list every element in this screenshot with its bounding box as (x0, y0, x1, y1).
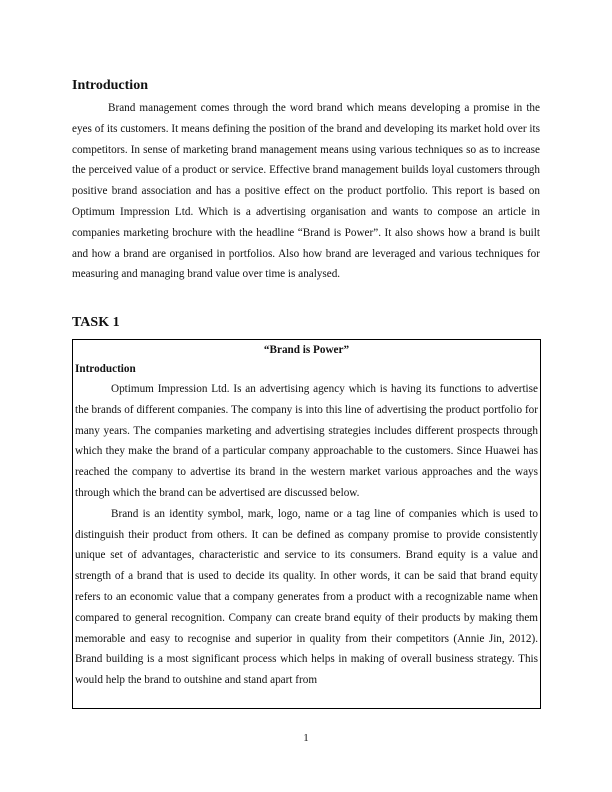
task-1-heading: TASK 1 (72, 315, 120, 330)
article-paragraph-1: Optimum Impression Ltd. Is an advertising agency which is having its functions to advertise the brands of different companies. The company is into this line of advertising the product portfolio for many years. The companies marketing and advertising strategies includes different prospects through which they make the brand of a particular company approachable to the customers. Since Huawei has reached the company to advertise its brand in the western market various approaches and the ways through which the brand can be advertised are discussed below. (75, 383, 538, 499)
article-paragraph-2: Brand is an identity symbol, mark, logo, name or a tag line of companies which is used to distinguish their product from others. It can be defined as company promise to provide consistently unique set of advantages, characteristic and service to its consumers. Brand equity is a value and strength of a brand that is used to decide its quality. In other words, it can be said that brand equity refers to an economic value that a company generates from a product with a recognizable name when compared to general recognition. Company can create brand equity of their products by making them memorable and easy to recognise and superior in quality from their competitors (Annie Jin, 2012). Brand building is a most significant process which helps in making of overall business strategy. This would help the brand to outshine and stand apart from (75, 507, 538, 687)
article-introduction-heading: Introduction (75, 363, 136, 375)
article-title: “Brand is Power” (263, 344, 350, 356)
introduction-paragraph: Brand management comes through the word brand which means developing a promise in the eyes of its customers. It means defining the position of the brand and developing its market hold over its competitors. In sense of marketing brand management means using various techniques so as to increase the perceived value of a product or service. Effective brand management builds loyal customers through positive brand association and has a positive effect on the product portfolio. This report is based on Optimum Impression Ltd. Which is a advertising organisation and wants to compose an article in companies marketing brochure with the headline “Brand is Power”. It also shows how a brand is built and how a brand are organised in portfolios. Also how brand are leveraged and various techniques for measuring and managing brand value over time is analysed. (72, 102, 540, 281)
article-box (72, 339, 541, 709)
introduction-heading: Introduction (72, 78, 148, 93)
page-number: 1 (303, 732, 309, 744)
